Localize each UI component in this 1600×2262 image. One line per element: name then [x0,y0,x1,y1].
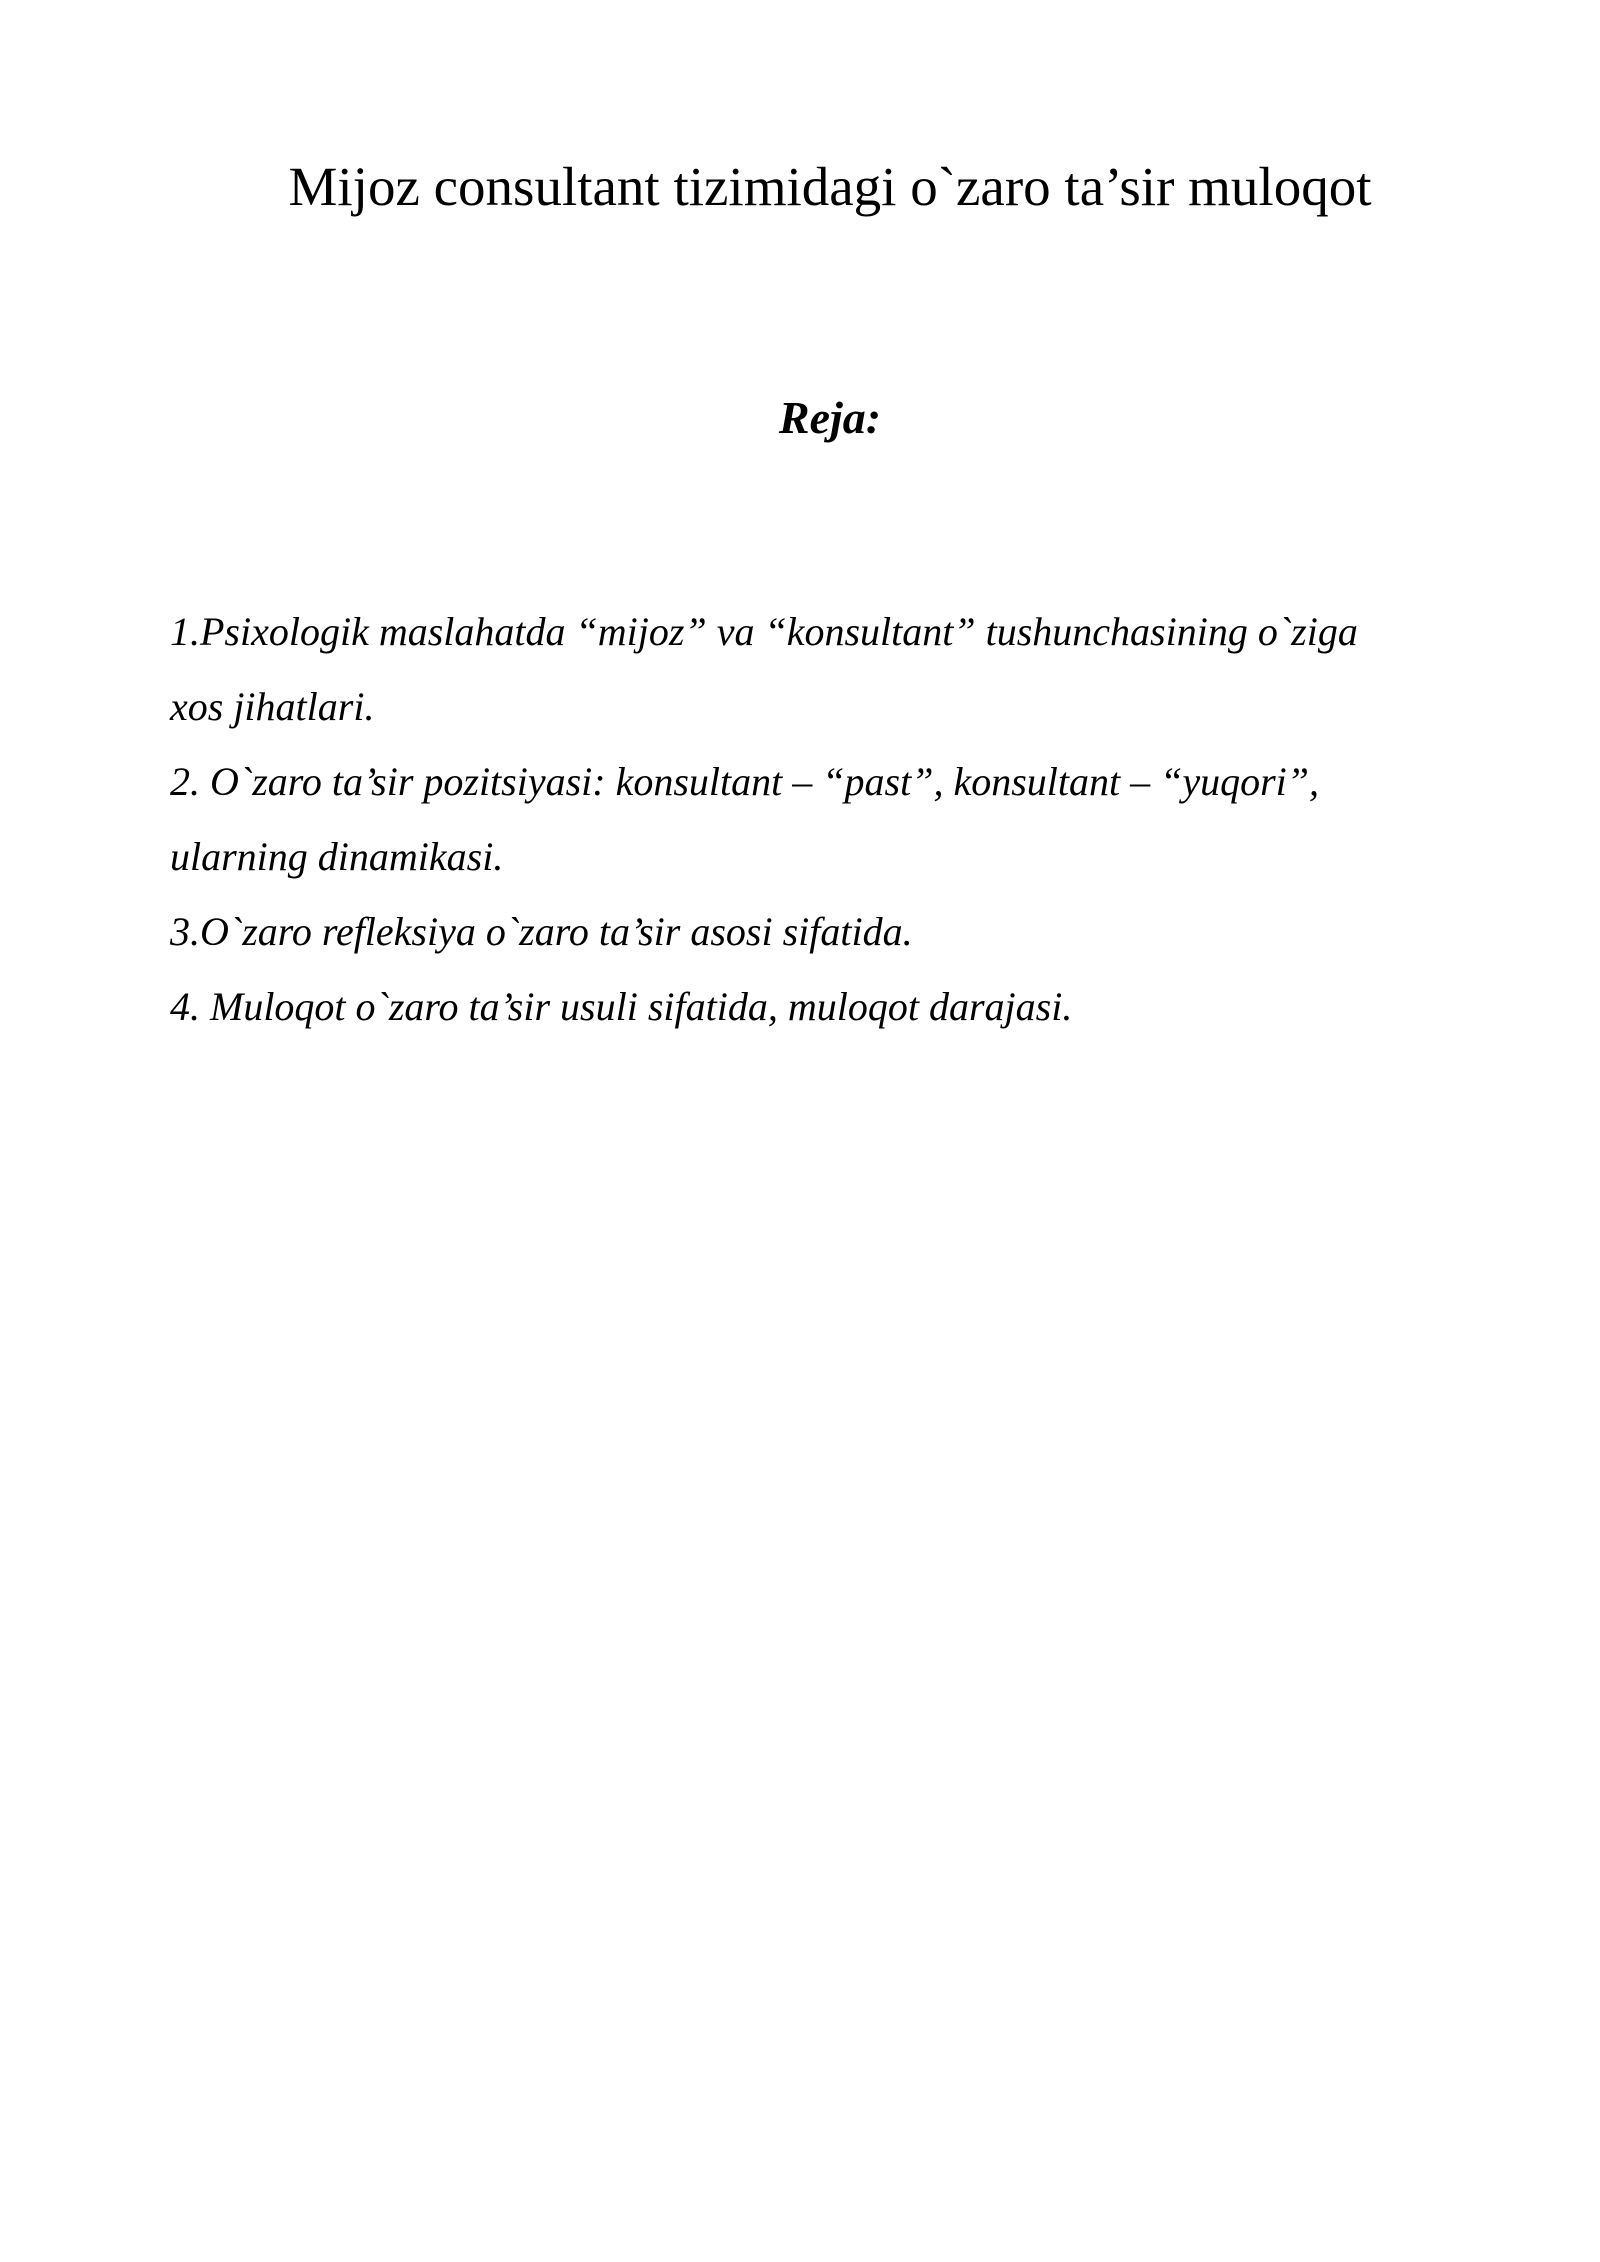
plan-line: 4. Muloqot o`zaro ta’sir usuli sifatida, muloqot darajasi. [170,984,1073,1029]
document-title: Mijoz consultant tizimidagi o`zaro ta’sir muloqot [288,156,1372,217]
plan-line: 2. O`zaro ta’sir pozitsiyasi: konsultant – “past”, konsultant – “yuqori”, [170,759,1320,804]
plan-line: xos jihatlari. [170,684,375,729]
plan-heading: Reja: [778,392,882,443]
plan-list [170,594,1490,1044]
plan-line: 1.Psixologik maslahatda “mijoz” va “konsultant” tushunchasining o`ziga [170,609,1358,654]
plan-line: ularning dinamikasi. [170,834,504,879]
plan-line: 3.O`zaro refleksiya o`zaro ta’sir asosi sifatida. [170,909,913,954]
